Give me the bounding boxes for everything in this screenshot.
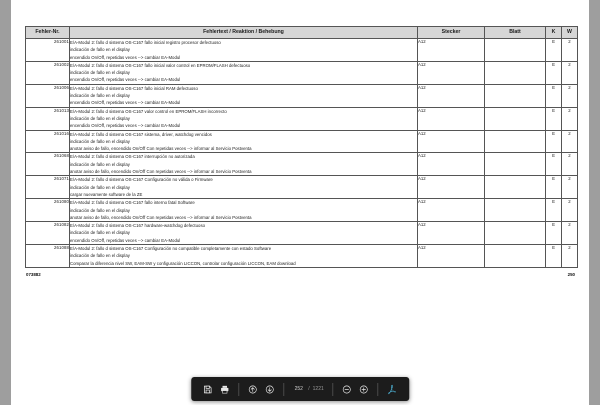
cell-stecker: A12 bbox=[418, 130, 485, 153]
fehlertext-line: indicación de fallo en el display bbox=[70, 47, 130, 53]
previous-page-button[interactable] bbox=[244, 381, 261, 398]
table-row bbox=[26, 84, 578, 107]
document-footer bbox=[25, 272, 577, 282]
fehlertext-line: indicación de fallo en el display bbox=[70, 115, 130, 121]
cell-stecker: A12 bbox=[418, 176, 485, 199]
cell-fehlertext bbox=[70, 61, 418, 84]
cell-k: E bbox=[546, 222, 562, 245]
table-body bbox=[26, 39, 578, 268]
page-gutter-right bbox=[589, 0, 600, 405]
cell-k: E bbox=[546, 39, 562, 62]
fehlertext-line: indicación de fallo en el display bbox=[70, 184, 130, 190]
cell-blatt bbox=[485, 199, 546, 222]
cell-fehlertext bbox=[70, 199, 418, 222]
cell-blatt bbox=[485, 39, 546, 62]
cell-fehlertext bbox=[70, 130, 418, 153]
total-page-count: 1221 bbox=[312, 386, 324, 392]
cell-fehler-nr: 261006 bbox=[26, 84, 70, 107]
fehlertext-line: E/A-Modul 2: fallo d sistema OS-C167 Configuración no compatible completamente con estado Software bbox=[70, 246, 272, 252]
page-separator: / bbox=[308, 386, 310, 392]
cell-w: 2 bbox=[562, 61, 578, 84]
cell-fehler-nr: 261013 bbox=[26, 107, 70, 130]
cell-fehler-nr: 261080 bbox=[26, 199, 70, 222]
fehlertext-line: Comparar la diferencia nivel SW, EAM-SW y configuración LICCON, controlar configuración LICCON, EAM download bbox=[70, 260, 296, 266]
fehlertext-line: E/A-Modul 2: fallo d sistema OS-C167 sistema, driver, watchdog vencidos bbox=[70, 131, 212, 137]
column-header-stecker: Stecker bbox=[418, 27, 485, 39]
cell-blatt bbox=[485, 107, 546, 130]
cell-fehlertext bbox=[70, 153, 418, 176]
cell-blatt bbox=[485, 245, 546, 268]
table-row bbox=[26, 130, 578, 153]
fehlertext-line: encendido On/Off, repetidas veces --> cambiar EA-Modul bbox=[70, 237, 181, 243]
toolbar-divider-2 bbox=[283, 383, 284, 396]
cell-k: E bbox=[546, 176, 562, 199]
cell-fehlertext bbox=[70, 39, 418, 62]
adobe-acrobat-icon[interactable] bbox=[383, 381, 401, 398]
fehlertext-line: E/A-Modul 2: fallo d sistema OS-C167 interrupción no autorizada bbox=[70, 154, 195, 160]
pdf-toolbar bbox=[191, 377, 409, 401]
cell-w: 2 bbox=[562, 130, 578, 153]
toolbar-divider-3 bbox=[332, 383, 333, 396]
fehlertext-line: indicación de fallo en el display bbox=[70, 93, 130, 99]
table-header-row bbox=[26, 27, 578, 39]
column-header-w: W bbox=[562, 27, 578, 39]
print-button[interactable] bbox=[216, 381, 233, 398]
fehlertext-line: encendido On/Off, repetidas veces --> cambiar EA-Modul bbox=[70, 77, 181, 83]
cell-fehler-nr: 261088 bbox=[26, 245, 70, 268]
cell-w: 2 bbox=[562, 153, 578, 176]
cell-fehlertext bbox=[70, 245, 418, 268]
column-header-blatt: Blatt bbox=[485, 27, 546, 39]
cell-k: E bbox=[546, 84, 562, 107]
cell-w: 2 bbox=[562, 84, 578, 107]
cell-fehlertext bbox=[70, 222, 418, 245]
fehlertext-line: indicación de fallo en el display bbox=[70, 230, 130, 236]
fehlertext-line: E/A-Modul 2: fallo d sistema OS-C167 Configuración no válida o Firmware bbox=[70, 177, 213, 183]
cell-w: 2 bbox=[562, 222, 578, 245]
table-row bbox=[26, 39, 578, 62]
column-header-fehlertext: Fehlertext / Reaktion / Behebung bbox=[70, 27, 418, 39]
cell-k: E bbox=[546, 199, 562, 222]
save-button[interactable] bbox=[199, 381, 216, 398]
cell-fehler-nr: 261082 bbox=[26, 222, 70, 245]
current-page-input[interactable]: 252 bbox=[294, 386, 303, 392]
fehlertext-line: indicación de fallo en el display bbox=[70, 70, 130, 76]
cell-fehlertext bbox=[70, 84, 418, 107]
cell-fehler-nr: 261002 bbox=[26, 61, 70, 84]
table-row bbox=[26, 107, 578, 130]
table-row bbox=[26, 199, 578, 222]
table-row bbox=[26, 176, 578, 199]
cell-stecker: A12 bbox=[418, 222, 485, 245]
cell-fehler-nr: 261071 bbox=[26, 176, 70, 199]
next-page-button[interactable] bbox=[261, 381, 278, 398]
column-header-fehler-nr: Fehler-Nr. bbox=[26, 27, 70, 39]
table-row bbox=[26, 61, 578, 84]
cell-blatt bbox=[485, 84, 546, 107]
fehlertext-line: E/A-Modul 2: fallo d sistema OS-C167 valor control en EPROM/FLASH incorrecto bbox=[70, 108, 227, 114]
cell-blatt bbox=[485, 153, 546, 176]
cell-k: E bbox=[546, 107, 562, 130]
page-gutter-left bbox=[0, 0, 11, 405]
pdf-page bbox=[11, 0, 589, 405]
cell-stecker: A12 bbox=[418, 39, 485, 62]
cell-fehler-nr: 261068 bbox=[26, 153, 70, 176]
cell-k: E bbox=[546, 153, 562, 176]
table-row bbox=[26, 245, 578, 268]
cell-k: E bbox=[546, 61, 562, 84]
fehlertext-line: E/A-Modul 2: fallo d sistema OS-C167 fallo inicial registro procesor defectuoso bbox=[70, 40, 221, 45]
cell-w: 2 bbox=[562, 107, 578, 130]
cell-w: 2 bbox=[562, 245, 578, 268]
table-row bbox=[26, 153, 578, 176]
table-row bbox=[26, 222, 578, 245]
cell-stecker: A12 bbox=[418, 199, 485, 222]
cell-blatt bbox=[485, 222, 546, 245]
fehlertext-line: indicación de fallo en el display bbox=[70, 253, 130, 259]
footer-page-number: 250 bbox=[567, 271, 575, 277]
fehlertext-line: E/A-Modul 2: fallo d sistema OS-C167 hardware-watchdog defectuoso bbox=[70, 223, 206, 229]
fehlertext-line: indicación de fallo en el display bbox=[70, 207, 130, 213]
error-code-table bbox=[25, 26, 578, 268]
fehlertext-line: E/A-Modul 2: fallo d sistema OS-C167 fallo inicial valor control en EPROM/FLASH defectuoso bbox=[70, 62, 251, 68]
cell-stecker: A12 bbox=[418, 107, 485, 130]
cell-stecker: A12 bbox=[418, 61, 485, 84]
toolbar-divider-4 bbox=[377, 383, 378, 396]
cell-k: E bbox=[546, 245, 562, 268]
fehlertext-line: indicación de fallo en el display bbox=[70, 161, 130, 167]
fehlertext-line: cargar nuevamente software de la ZE bbox=[70, 191, 143, 197]
zoom-out-button[interactable] bbox=[338, 381, 355, 398]
fehlertext-line: anotar aviso de fallo, encendido On/Off Con repetidas veces --> informar al Servicio Postventa bbox=[70, 169, 252, 175]
cell-w: 2 bbox=[562, 199, 578, 222]
fehlertext-line: encendido On/Off, repetidas veces --> cambiar EA-Modul bbox=[70, 100, 181, 106]
fehlertext-line: E/A-Modul 2: fallo d sistema OS-C167 fallo interno fatal Software bbox=[70, 200, 195, 206]
cell-fehler-nr: 261016 bbox=[26, 130, 70, 153]
fehlertext-line: encendido On/Off, repetidas veces --> cambiar EA-Modul bbox=[70, 54, 181, 60]
cell-fehlertext bbox=[70, 107, 418, 130]
toolbar-divider-1 bbox=[238, 383, 239, 396]
zoom-in-button[interactable] bbox=[355, 381, 372, 398]
cell-blatt bbox=[485, 130, 546, 153]
fehlertext-line: encendido On/Off, repetidas veces --> cambiar EA-Modul bbox=[70, 123, 181, 129]
cell-stecker: A12 bbox=[418, 84, 485, 107]
cell-k: E bbox=[546, 130, 562, 153]
cell-fehler-nr: 261001 bbox=[26, 39, 70, 62]
cell-stecker: A12 bbox=[418, 245, 485, 268]
cell-blatt bbox=[485, 61, 546, 84]
cell-fehlertext bbox=[70, 176, 418, 199]
cell-w: 2 bbox=[562, 39, 578, 62]
cell-w: 2 bbox=[562, 176, 578, 199]
fehlertext-line: E/A-Modul 2: fallo d sistema OS-C167 fallo inicial RAM defectuoso bbox=[70, 85, 198, 91]
fehlertext-line: indicación de fallo en el display bbox=[70, 138, 130, 144]
fehlertext-line: anotar aviso de fallo, encendido On/Off Con repetidas veces --> informar al Servicio Postventa bbox=[70, 146, 252, 152]
column-header-k: K bbox=[546, 27, 562, 39]
page-navigation bbox=[289, 386, 327, 392]
fehlertext-line: anotar aviso de fallo, encendido On/Off Con repetidas veces --> informar al Servicio Postventa bbox=[70, 214, 252, 220]
cell-stecker: A12 bbox=[418, 153, 485, 176]
cell-blatt bbox=[485, 176, 546, 199]
footer-document-number: 073882 bbox=[26, 271, 41, 277]
